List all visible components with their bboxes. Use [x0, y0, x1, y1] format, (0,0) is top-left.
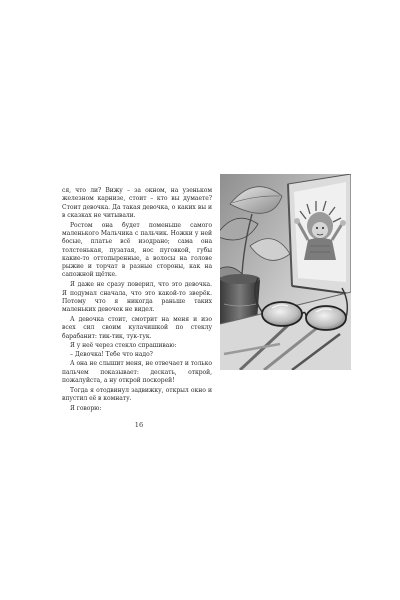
illustration-drawing: [220, 174, 351, 370]
paragraph-2: Ростом она будет поменьше самого маленького Мальчика с пальчик. Ножки у ней босые, платье всё изодрано; сама она толстенькая, пузатая, нос пуговкой, губы какие-то оттопыренные, а волосы на голове рыжие и торчат в разные стороны, как на сапожной щётке.: [62, 221, 212, 279]
illustration: [220, 174, 351, 370]
page-number: 16: [134, 421, 144, 429]
paragraph-1: ся, что ли? Вижу – за окном, на узеньком железном карнизе, стоит – кто вы думаете? Стоит девочка. Да такая девочка, о каких вы и в сказках не читывали.: [62, 187, 212, 219]
paragraph-5: Я у неё через стекло спрашиваю:: [70, 342, 177, 350]
paragraph-4: А девочка стоит, смотрит на меня и изо всех сил своим кулачишкой по стеклу барабанит: тик-тик, тук-тук.: [62, 315, 212, 340]
paragraph-8: Тогда я отодвинул задвижку, открыл окно и впустил её в комнату.: [62, 386, 212, 403]
text-column: [62, 187, 212, 413]
paragraph-9: Я говорю:: [70, 404, 102, 412]
paragraph-6: – Девочка! Тебе что надо?: [70, 350, 153, 358]
paragraph-7: А она не слышит меня, не отвечает и только пальчем показывает: дескать, открой, пожалуйста, а ну открой поскорей!: [62, 360, 212, 385]
paragraph-3: Я даже не сразу поверил, что это девочка. Я подумал сначала, что это какой-то зверёк. Потому что я никогда раньше таких маленьких девочек не видел.: [62, 281, 212, 314]
